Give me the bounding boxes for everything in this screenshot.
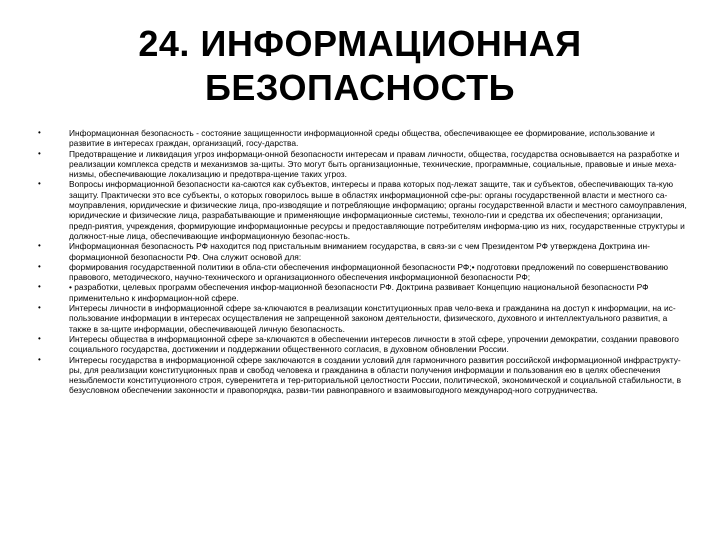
bullet-icon: •: [38, 148, 41, 158]
list-item: [38, 262, 688, 283]
list-item-text: Интересы государства в информационной сфере заключаются в создании условий для гармоничного развития российской информационной инфраструкту-ры, для реализации конституционных прав и свобод человека и гражданина в области получения информации и пользования ею в целях обеспечения незыблемости конституционного строя, суверенитета и тер-риториальной целостности России, политической, экономической и социальной стабильности, в безусловном обеспечении законности и правопорядка, разви-тии равноправного и взаимовыгодного международ-ного сотрудничества.: [69, 354, 682, 396]
bullet-icon: •: [38, 354, 41, 364]
bullet-icon: •: [38, 303, 41, 313]
bullet-icon: •: [38, 179, 41, 189]
bullet-icon: •: [38, 128, 41, 137]
list-item: [38, 128, 688, 149]
bullet-list: [38, 128, 688, 396]
list-item: [38, 282, 688, 303]
title-line-1: 24. ИНФОРМАЦИОННАЯ: [138, 23, 582, 64]
page-title: [100, 22, 620, 110]
list-item: [38, 241, 688, 262]
list-item: [38, 355, 688, 396]
bullet-icon: •: [38, 261, 41, 271]
list-item-text: Информационная безопасность - состояние защищенности информационной среды общества, обеспечивающее ее формирование, использование и развитие в интересах граждан, организаций, госу-дарства.: [69, 128, 655, 149]
list-item: [38, 303, 688, 334]
list-item: [38, 334, 688, 355]
list-item-text: Интересы общества в информационной сфере за-ключаются в обеспечении интересов личности в этой сфере, упрочении демократии, создании правового социального государства, достижении и поддержании общественного согласия, в духовном обновлении России.: [69, 333, 679, 355]
list-item-text: Вопросы информационной безопасности ка-саются как субъектов, интересы и права которых под-лежат защите, так и субъектов, обеспечивающих та-кую защиту. Практически это все субъекты, о которых говорилось выше в областях информационной сфе-ры: органы государственной власти и местного са-моуправления, юридические и физические лица, про-изводящие и потребляющие информацию; органы государственной власти и местного самоуправления, юридические и физические лица, разрабатывающие и применяющие информационные системы, техноло-гии и средства их обеспечения; организации, предп-риятия, учреждения, формирующие информационные ресурсы и предоставляющие потребителям информа-цию из них, государственные структуры и должност-ные лица, обеспечивающие информационную безопас-ность.: [69, 179, 687, 241]
list-item-text: формирования государственной политики в обла-сти обеспечения информационной безопасности РФ;• подготовки предложений по совершенствованию правового, методического, научно-технического и организационного обеспечения информационной безопасности РФ;: [69, 261, 669, 283]
list-item-text: • разработки, целевых программ обеспечения инфор-мационной безопасности РФ. Доктрина развивает Концепцию национальной безопасности РФ применительно к информацион-ной сфере.: [69, 282, 649, 303]
list-item: [38, 149, 688, 180]
list-item-text: Предотвращение и ликвидация угроз информаци-онной безопасности интересам и правам личности, общества, государства основывается на разработке и реализации комплекса средств и механизмов за-щиты. Это могут быть организационные, технические, программные, социальные, правовые и иные меха-низмы, обеспечивающие локализацию и предотвра-щение таких угроз.: [69, 148, 680, 180]
list-item: [38, 179, 688, 241]
bullet-icon: •: [38, 282, 41, 292]
bullet-icon: •: [38, 241, 41, 251]
bullet-icon: •: [38, 333, 41, 343]
list-item-text: Информационная безопасность РФ находится под пристальным вниманием государства, в связ-зи с чем Президентом РФ утверждена Доктрина ин-формационной безопасности РФ. Она служит основой для:: [69, 241, 650, 262]
title-line-2: БЕЗОПАСНОСТЬ: [205, 67, 515, 108]
list-item-text: Интересы личности в информационной сфере за-ключаются в реализации конституционных прав чело-века и гражданина на доступ к информации, на ис-пользование информации в интересах осуществления не запрещенной законом деятельности, физического, духовного и интеллектуального развития, а также в за-щите информации, обеспечивающей личную безопасность.: [69, 303, 676, 334]
